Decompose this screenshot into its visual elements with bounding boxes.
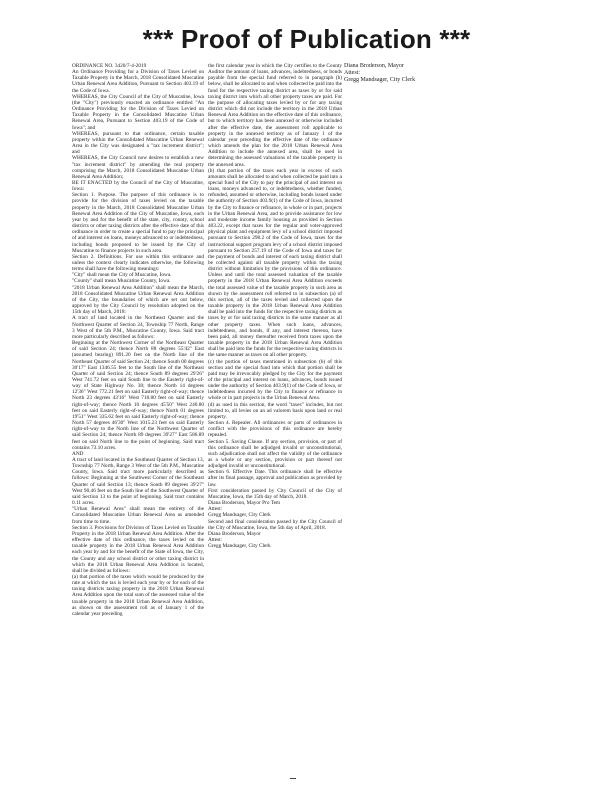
attest-label: Attest: — [344, 70, 360, 76]
paragraph: (d) as used in this section, the word "taxes" includes, but not limited to, all levies on an ad valorem basis upon land or real property. — [208, 401, 342, 420]
paragraph: WHEREAS, the City Council of the City of Muscatine, Iowa (the "City") previously enacted an ordinance entitled "An Ordinance Providing for the Division of Taxes Levied on Taxable Property in the Consolidated Muscatine Urban Renewal Area, Pursuant to Section 403.19 of the Code of Iowa"; and — [72, 93, 204, 131]
paragraph: (b) that portion of the taxes each year in excess of such amounts shall be allocated to and when collected be paid into a special fund of the City to pay the principal of and interest on loans, moneys advanced to, or indebtedness, whether funded, refunded, assumed or otherwise, including bonds issued under the authority of Section 403.9(1) of the Code of Iowa, incurred by the City to finance or refinance, in whole or in part, projects in the Urban Renewal Area, and to provide assistance for low and moderate income family housing as provided in Section 403.22, except that taxes for the regular and voter-approved physical plant and equipment levy of a school district imposed pursuant to Section 298.2 of the Code of Iowa, taxes for the instructional support program levy of a school district imposed pursuant to Section 257.19 of the Code of Iowa and taxes for the payment of bonds and interest of each taxing district shall be collected against all taxable property within the taxing district without limitation by the provisions of this ordinance. Unless and until the total assessed valuation of the taxable property in the 2018 Urban Renewal Area Addition exceeds the total assessed value of the taxable property in such area as shown by the assessment roll referred to in subsection (a) of this section, all of the taxes levied and collected upon the taxable property in the 2018 Urban Renewal Area Addition shall be paid into the funds for the respective taxing districts as taxes by or for said taxing districts in the same manner as all other property taxes. When such loans, advances, indebtedness, and bonds, if any, and interest thereon, have been paid, all money thereafter received from taxes upon the taxable property in the 2018 Urban Renewal Area Addition shall be paid into the funds for the respective taxing districts in the same manner as taxes on all other property. — [208, 167, 342, 359]
paragraph: Attest: — [208, 537, 223, 544]
paragraph: A tract of land located in the Southeast Quarter of Section 13, Township 77 North, Range 3 West of the 5th P.M., Muscatine County, Iowa. Said tract more particularly described as follows: Beginning at the Southwest Corner of the Southeast Quarter of said Section 13; thence South 89 degrees 39'27" West 90.46 feet on the South line of the Southwest Quarter of said Section 13 to the point of beginning. Said tract contains 0.11 acres. — [72, 457, 204, 507]
divider — [290, 778, 296, 779]
page-title: *** Proof of Publication *** — [142, 24, 471, 54]
paragraph: Diana Broderson, Mayor Pro Tem — [208, 500, 281, 507]
paragraph: Attest: — [208, 506, 223, 513]
paragraph: Section 3. Provisions for Division of Taxes Levied on Taxable Property in the 2018 Urban Renewal Area Addition. After the effective date of this ordinance, the taxes levied on the taxable property in the 2018 Urban Renewal Area Addition each year by and for the benefit of the State of Iowa, the City, the County and any school district or other taxing district in which the 2018 Urban Renewal Area Addition is located, shall be divided as follows: — [72, 524, 204, 574]
paragraph: "City" shall mean the City of Muscatine, Iowa. — [72, 272, 172, 279]
paragraph: "Urban Renewal Area" shall mean the entirety of the Consolidated Muscatine Urban Renewal Area as amended from time to time. — [72, 506, 204, 525]
signature-mayor: Diana Broderson, Mayor — [344, 63, 404, 69]
paragraph: Gregg Mandsager, City Clerk — [208, 512, 271, 519]
paragraph: the first calendar year in which the City certifies to the County Auditor the amount of loans, advances, indebtedness, or bonds payable from the special fund referred to in paragraph (b) below, shall be allocated to and when collected be paid into the fund for the respective taxing district as taxes by or for said taxing district into which all other property taxes are paid. For the purpose of allocating taxes levied by or for any taxing district which did not include the territory in the 2018 Urban Renewal Area Addition on the effective date of this ordinance, but to which territory has been annexed or otherwise included after the effective date, the assessment roll applicable to property in the annexed territory as of January 1 of the calendar year preceding the effective date of the ordinance which amends the plan for the 2018 Urban Renewal Area Addition to include the annexed area, shall be used in determining the assessed valuations of the taxable property in the annexed area. — [208, 63, 342, 168]
paragraph: AND — [72, 450, 84, 457]
paragraph: Section 1. Purpose. The purpose of this ordinance is to provide for the division of taxes levied on the taxable property in the March, 2018 Consolidated Muscatine Urban Renewal Area Addition of the City of Muscatine, Iowa, each year by and for the benefit of the state, city, county, school districts or other taxing districts after the effective date of this ordinance in order to create a special fund to pay the principal of and interest on loans, moneys advanced to or indebtedness, including bonds proposed to be issued by the City of Muscatine to finance projects in such area. — [72, 192, 204, 254]
paragraph: "2018 Urban Renewal Area Addition" shall mean the March, 2018 Consolidated Muscatine Urban Renewal Area Addition of the City, the boundaries of which are set out below, approved by the City Council by resolution adopted on the 15th day of March, 2018: — [72, 284, 204, 316]
paragraph: Beginning at the Northwest Corner of the Northeast Quarter of said Section 24; thence North 88 degrees 55'42" East (assumed bearing) 891.20 feet on the North line of the Northeast Quarter of said Section 24; thence South 00 degrees 30'17" East 1346.55 feet to the South line of the Northeast Quarter of said Section 24; thence South 89 degrees 29'26" West 741.72 feet on said South line to the Easterly right-of-way of State Highway No. 38; thence North 14 degrees 12'36" West 772.21 feet on said Easterly right-of-way; thence North 23 degrees 43'16" West 718.80 feet on said Easterly right-of-way; thence North 10 degrees 45'50" West 240.80 feet on said Easterly right-of-way; thence North 01 degrees 19'51" West 335.62 feet on said Easterly right-of-way; thence North 57 degrees 46'30" West 1015.23 feet on said Easterly right-of-way to the North line of the Northwest Quarter of said Section 24; thence North 89 degrees 39'27" East 586.89 feet on said North line to the point of beginning. Said tract contains 73.10 acres. — [72, 340, 204, 451]
paragraph: WHEREAS, pursuant to that ordinance, certain taxable property within the Consolidated Muscatine Urban Renewal Area in the City was designated a "tax increment district"; and — [72, 130, 204, 156]
paragraph: A tract of land located in the Northeast Quarter and the Northwest Quarter of Section 24, Township 77 North, Range 3 West of the 5th P.M., Muscatine County, Iowa. Said tract more particularly described as follows: — [72, 315, 204, 340]
paragraph: Second and final consideration passed by the City Council of the City of Muscatine, Iowa, the 5th day of April, 2018. — [208, 518, 342, 531]
paragraph: "County" shall mean Muscatine County, Iowa. — [72, 278, 171, 285]
paragraph: Section 4. Repealer. All ordinances or parts of ordinances in conflict with the provisions of this ordinance are hereby repealed. — [208, 420, 342, 439]
paragraph: Gregg Mandsager, City Clerk — [208, 543, 271, 550]
column-right — [344, 63, 504, 84]
signature-clerk: Gregg Mandsager, City Clerk — [344, 77, 416, 83]
paragraph: WHEREAS, the City Council now desires to establish a new "tax increment district" by amending the real property comprising the March, 2018 Consolidated Muscatine Urban Renewal Area Addition; — [72, 155, 204, 180]
column-middle — [208, 63, 342, 549]
paragraph: Section 5. Saving Clause. If any section, provision, or part of this ordinance shall be adjudged invalid or unconstitutional, such adjudication shall not affect the validity of the ordinance as a whole or any section, provision or part thereof not adjudged invalid or unconstitutional. — [208, 438, 342, 470]
paragraph: BE IT ENACTED by the Council of the City of Muscatine, Iowa: — [72, 179, 204, 193]
paragraph: (c) the portion of taxes mentioned in subsection (b) of this section and the special fund into which that portion shall be paid may be irrevocably pledged by the City for the payment of the principal and interest on loans, advances, bonds issued under the authority of Section 403.9(1) of the Code of Iowa, or indebtedness incurred by the City to finance or refinance in whole or in part projects in the Urban Renewal Area. — [208, 358, 342, 402]
paragraph: An Ordinance Providing for a Division of Taxes Levied on Taxable Property in the March, 2018 Consolidated Muscatine Urban Renewal Area Addition, Pursuant to Section 403.19 of the Code of Iowa. — [72, 69, 204, 94]
paragraph: Diana Broderson, Mayor — [208, 530, 261, 537]
paragraph: Section 2. Definitions. For use within this ordinance and unless the context clearly indicates otherwise, the following terms shall have the following meanings: — [72, 253, 204, 273]
paragraph: Section 6. Effective Date. This ordinance shall be effective after its final passage, approval and publication as provided by law. — [208, 469, 342, 488]
paragraph: ORDINANCE NO. 3420/7-4-2019 — [72, 63, 147, 69]
paragraph: (a) that portion of the taxes which would be produced by the rate at which the tax is levied each year by or for each of the taxing districts taxing property in the 2018 Urban Renewal Area Addition upon the total sum of the assessed value of the taxable property in the 2018 Urban Renewal Area Addition, as shown on the assessment roll as of January 1 of the calendar year preceding — [72, 573, 204, 617]
paragraph: First consideration passed by City Council of the City of Muscatine, Iowa, the 15th day of March, 2018. — [208, 487, 342, 500]
column-left — [72, 63, 204, 617]
